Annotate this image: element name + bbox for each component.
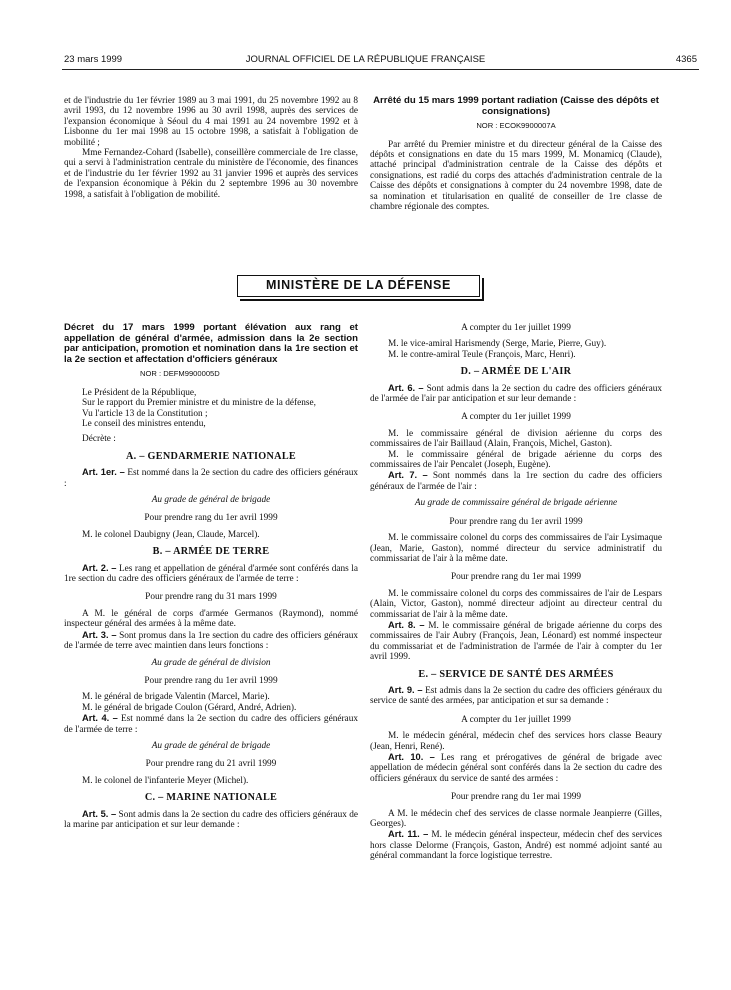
date-heading: Pour prendre rang du 1er mai 1999 (450, 792, 582, 803)
paragraph: Vu l'article 13 de la Constitution ; (82, 408, 208, 419)
article: Art. 1er. – Est nommé dans la 2e section du cadre des officiers généraux : (64, 467, 358, 489)
article-label: Art. 1er. – (82, 467, 125, 478)
paragraph: M. le commissaire général de brigade aérienne du corps des commissaires de l'air Pencalet (Joseph, Eugène). (370, 449, 662, 471)
paragraph: A M. le médecin chef des services de classe normale Jeanpierre (Gilles, Georges). (370, 808, 662, 830)
date-heading: Pour prendre rang du 1er avril 1999 (144, 513, 278, 524)
paragraph: M. le colonel Daubigny (Jean, Claude, Marcel). (82, 529, 260, 540)
section-heading: C. – MARINE NATIONALE (144, 792, 278, 804)
article: Art. 2. – Les rang et appellation de général d'armée sont conférés dans la 1re section du cadre des officiers généraux de l'armée de terre : (64, 562, 358, 585)
paragraph: Le conseil des ministres entendu, (82, 419, 206, 429)
article-label: Art. 11. – (388, 829, 429, 840)
date-heading: A compter du 1er juillet 1999 (461, 412, 571, 423)
header-date: 23 mars 1999 (64, 54, 123, 65)
ministry-heading-box (237, 275, 480, 297)
paragraph: M. le colonel de l'infanterie Meyer (Michel). (82, 775, 249, 786)
date-heading: Pour prendre rang du 1er avril 1999 (449, 516, 583, 527)
paragraph: A M. le général de corps d'armée Germanos (Raymond), nommé inspecteur général des armées à la même date. (64, 608, 358, 630)
decree-title: Décret du 17 mars 1999 portant élévation aux rang et appellation de général d'armée, admission dans la 2e section par anticipation, promotion et nomination dans la 1re section et la 2e section et affectation d'officiers généraux (64, 322, 358, 365)
paragraph: M. le contre-amiral Teule (François, Marc, Henri). (388, 349, 576, 360)
paragraph: Sur le rapport du Premier ministre et du ministre de la défense, (82, 398, 316, 409)
top-right-column (370, 96, 662, 212)
paragraph: M. le commissaire colonel du corps des commissaires de l'air de Lespars (Alain, Victor, Gaston), nommé directeur adjoint au directeur central du commissariat de l'air à la même date. (370, 588, 662, 620)
article-label: Art. 3. – (82, 629, 117, 640)
article: Art. 8. – M. le commissaire général de brigade aérienne du corps des commissaires de l'air Aubry (François, Jean, Léonard) est nommé inspecteur du commissariat et de l'administration de l'armée de l'air à compter du 1er avril 1999. (370, 619, 662, 663)
section-heading: E. – SERVICE DE SANTÉ DES ARMÉES (418, 668, 614, 680)
article-label: Art. 4. – (82, 713, 118, 724)
rank-heading: Au grade de général de brigade (151, 740, 271, 751)
paragraph: M. le commissaire colonel du corps des commissaires de l'air Lysimaque (Jean, Marie, Gaston), nommé directeur du service administratif du commissariat de l'air à la même date. (370, 533, 662, 564)
article-label: Art. 10. – (388, 752, 435, 762)
date-heading: Pour prendre rang du 1er mai 1999 (450, 572, 582, 583)
decree-right-column (370, 323, 662, 862)
article: Art. 11. – M. le médecin général inspecteur, médecin chef des services hors classe Delorme (François, Gaston, André) est nommé adjoint santé au général commandant la force logistique terrestre. (370, 829, 663, 862)
article-label: Art. 2. – (82, 562, 117, 573)
paragraph: M. le commissaire général de division aérienne du corps des commissaires de l'air Baillaud (Alain, François, Michel, Gaston). (370, 428, 662, 450)
section-heading: D. – ARMÉE DE L'AIR (460, 366, 572, 378)
decree-left-column (64, 323, 358, 830)
article: Art. 10. – Les rang et prérogatives de général de brigade avec appellation de médecin général sont conférés dans la 2e section du cadre des officiers généraux du service de santé des armées : (370, 752, 662, 784)
paragraph: M. le général de brigade Valentin (Marcel, Marie). (82, 692, 270, 703)
article: Art. 9. – Est admis dans la 2e section du cadre des officiers généraux du service de santé des armées, par anticipation et sur sa demande : (370, 684, 662, 707)
rank-heading: Au grade de général de division (151, 657, 271, 668)
article-label: Art. 8. – (388, 619, 425, 630)
section-heading: A. – GENDARMERIE NATIONALE (125, 450, 297, 462)
header-page-number: 4365 (675, 54, 697, 65)
paragraph: Par arrêté du Premier ministre et du directeur général de la Caisse des dépôts et consignations en date du 15 mars 1999, M. Monamicq (Claude), attaché principal d'administration centrale de la Caisse des dépôts et consignations, est radié du corps des attachés d'administration centrale de la Caisse des dépôts et consignations à compter du 24 novembre 1998, date de sa nomination et titularisation en qualité de conseiller de 1re classe de chambre régionale des comptes. (370, 139, 662, 213)
nor-reference: NOR : DEFM9900005D (140, 369, 220, 379)
paragraph: et de l'industrie du 1er février 1989 au 3 mai 1991, du 25 novembre 1992 au 8 avril 1993, du 12 novembre 1996 au 30 avril 1998, auprès des services de l'expansion économique à Séoul du 4 mai 1991 au 24 novembre 1992 et à Lisbonne du 1er mai 1998 au 15 octobre 1998, a satisfait à l'obligation de mobilité ; (64, 96, 358, 148)
article-label: Art. 6. – (388, 382, 424, 393)
date-heading: Pour prendre rang du 1er avril 1999 (144, 675, 278, 686)
article: Art. 3. – Sont promus dans la 1re section du cadre des officiers généraux de l'armée de terre avec maintien dans leurs fonctions : (64, 629, 359, 652)
top-left-column (64, 96, 358, 200)
date-heading: Pour prendre rang du 31 mars 1999 (145, 592, 277, 603)
paragraph: M. le vice-amiral Harismendy (Serge, Marie, Pierre, Guy). (388, 339, 607, 350)
page-header (0, 54, 731, 68)
date-heading: A compter du 1er juillet 1999 (461, 714, 571, 725)
section-heading: B. – ARMÉE DE TERRE (152, 546, 270, 558)
paragraph: Décrète : (82, 434, 116, 445)
article: Art. 5. – Sont admis dans la 2e section du cadre des officiers généraux de la marine par anticipation et sur leur demande : (64, 808, 358, 830)
paragraph: Le Président de la République, (82, 387, 197, 398)
header-rule (62, 69, 699, 70)
date-heading: A compter du 1er juillet 1999 (461, 323, 571, 333)
article-label: Art. 7. – (388, 470, 428, 481)
article-label: Art. 9. – (388, 684, 423, 695)
paragraph: Mme Fernandez-Cohard (Isabelle), conseillère commerciale de 1re classe, qui a servi à l'administration centrale du ministère de l'économie, des finances et de l'industrie du 1er février 1992 au 31 janvier 1996 et auprès des services de l'expansion économique à Pékin du 2 septembre 1996 au 30 novembre 1998, a satisfait à l'obligation de mobilité. (64, 148, 358, 200)
article: Art. 7. – Sont nommés dans la 1re section du cadre des officiers généraux de l'armée de l'air : (370, 470, 662, 492)
article: Art. 4. – Est nommé dans la 2e section du cadre des officiers généraux de l'armée de terre : (64, 713, 358, 735)
rank-heading: Au grade de général de brigade (151, 495, 271, 506)
ministry-heading: MINISTÈRE DE LA DÉFENSE (266, 278, 451, 292)
arrete-title: Arrêté du 15 mars 1999 portant radiation (Caisse des dépôts et consignations) (373, 95, 659, 117)
header-journal: JOURNAL OFFICIEL DE LA RÉPUBLIQUE FRANÇAISE (245, 54, 486, 65)
nor-reference: NOR : ECOK9900007A (476, 121, 556, 131)
date-heading: Pour prendre rang du 21 avril 1999 (145, 759, 277, 770)
article-label: Art. 5. – (82, 808, 117, 819)
paragraph: M. le général de brigade Coulon (Gérard, André, Adrien). (82, 702, 297, 713)
article: Art. 6. – Sont admis dans la 2e section du cadre des officiers généraux de l'armée de l'air par anticipation et sur leur demande : (370, 382, 663, 405)
paragraph: M. le médecin général, médecin chef des services hors classe Beaury (Jean, Henri, René). (370, 731, 662, 752)
rank-heading: Au grade de commissaire général de brigade aérienne (414, 498, 618, 509)
